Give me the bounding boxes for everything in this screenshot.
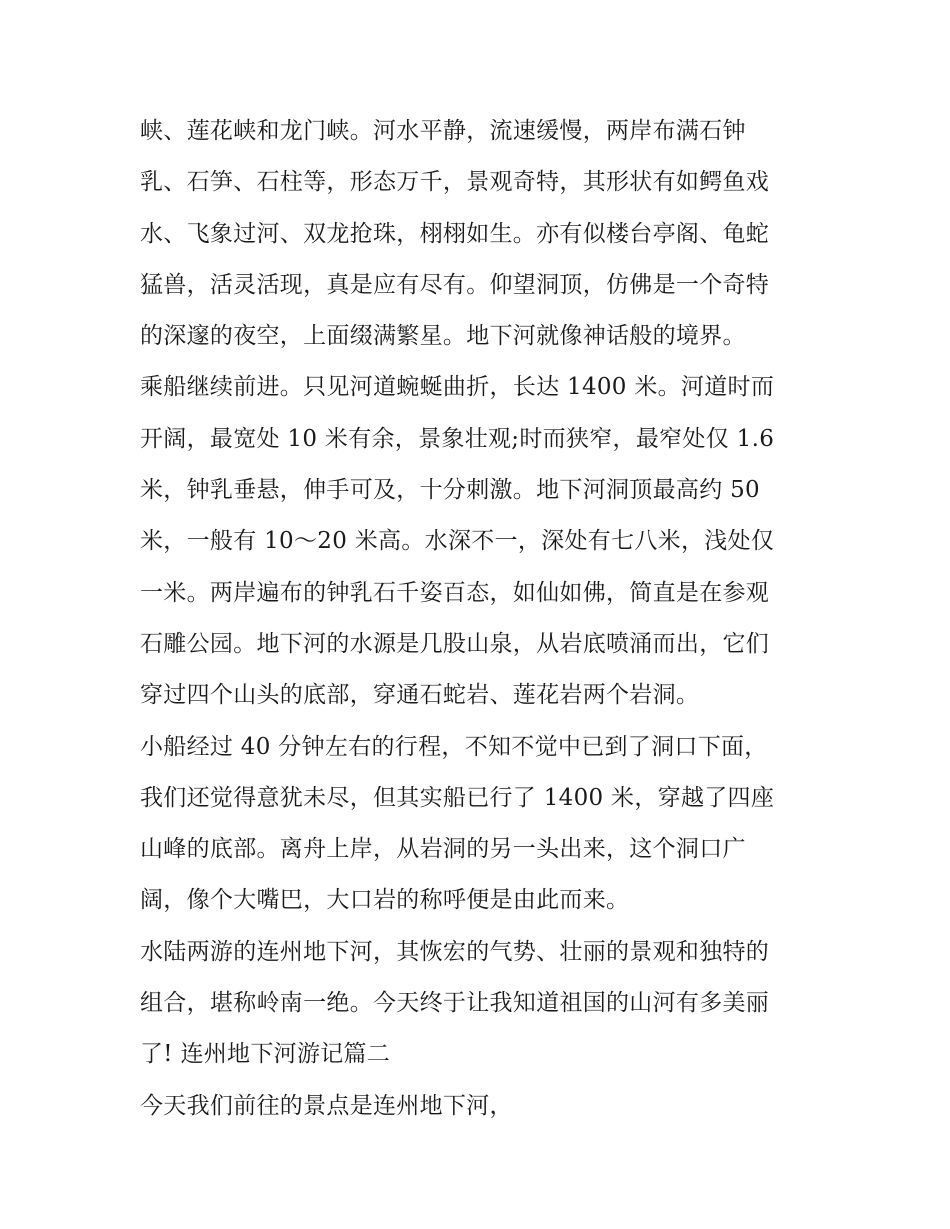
text-line: 米，钟乳垂悬，伸手可及，十分刺激。地下河洞顶最高约 50: [140, 477, 760, 504]
text-line: 小船经过 40 分钟左右的行程，不知不觉中已到了洞口下面，: [140, 733, 768, 760]
text-line: 水陆两游的连州地下河，其恢宏的气势、壮丽的景观和独特的: [140, 938, 770, 965]
text-line: 水、飞象过河、双龙抢珠，栩栩如生。亦有似楼台亭阁、龟蛇: [140, 220, 770, 247]
text-line: 了! 连州地下河游记篇二: [140, 1041, 391, 1068]
text-line: 峡、莲花峡和龙门峡。河水平静，流速缓慢，两岸布满石钟: [140, 118, 746, 144]
text-line: 组合，堪称岭南一绝。今天终于让我知道祖国的山河有多美丽: [140, 990, 770, 1017]
text-line: 开阔，最宽处 10 米有余，景象壮观;时而狭窄，最窄处仅 1.6: [140, 425, 775, 452]
text-line: 的深邃的夜空，上面缀满繁星。地下河就像神话般的境界。: [140, 323, 746, 350]
text-line: 我们还觉得意犹未尽，但其实船已行了 1400 米，穿越了四座: [140, 784, 775, 811]
text-line: 穿过四个山头的底部，穿通石蛇岩、莲花岩两个岩洞。: [140, 682, 700, 709]
text-line: 米，一般有 10～20 米高。水深不一，深处有七八米，浅处仅: [140, 528, 775, 555]
document-body: [140, 106, 820, 1132]
text-line: 石雕公园。地下河的水源是几股山泉，从岩底喷涌而出，它们: [140, 630, 770, 657]
text-line: 山峰的底部。离舟上岸，从岩洞的另一头出来，这个洞口广: [140, 836, 746, 863]
text-line: 乘船继续前进。只见河道蜿蜒曲折，长达 1400 米。河道时而: [140, 374, 775, 401]
text-line: 乳、石笋、石柱等，形态万千，景观奇特，其形状有如鳄鱼戏: [140, 169, 770, 196]
text-line: 今天我们前往的景点是连州地下河，: [140, 1092, 513, 1119]
text-line: 一米。两岸遍布的钟乳石千姿百态，如仙如佛，简直是在参观: [140, 579, 770, 606]
text-line: 阔，像个大嘴巴，大口岩的称呼便是由此而来。: [140, 887, 630, 914]
text-line: 猛兽，活灵活现，真是应有尽有。仰望洞顶，仿佛是一个奇特: [140, 271, 770, 298]
